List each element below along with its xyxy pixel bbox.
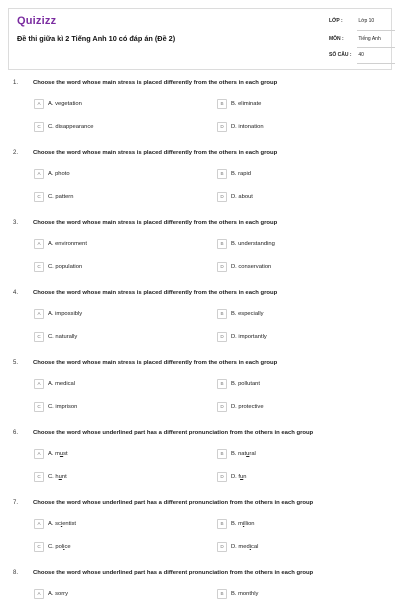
question-text: Choose the word whose underlined part has a different pronunciation from the others in each group [33,570,314,576]
option-letter-box: C [34,402,44,412]
answer-option-d[interactable] [217,121,264,132]
option-text: C. imprison [48,403,78,410]
option-letter-box: C [34,332,44,342]
option-text: A. vegetation [48,100,82,107]
option-text: C. hunt [48,473,67,480]
answer-option-c[interactable] [34,401,77,412]
answer-option-d[interactable] [217,261,271,272]
answer-option-a[interactable] [34,98,82,109]
option-text: A. scientist [48,520,77,527]
answer-option-d[interactable] [217,471,247,482]
option-letter-box: A [34,239,44,249]
meta-class [329,18,374,24]
option-letter-box: A [34,99,44,109]
underlined-letter: u [59,450,64,457]
option-letter-box: A [34,589,44,599]
answer-option-a[interactable] [34,378,75,389]
option-text: D. medical [231,543,259,550]
option-letter-box: C [34,192,44,202]
option-letter-box: D [217,472,227,482]
option-text: C. pattern [48,193,74,200]
question-text: Choose the word whose main stress is placed differently from the others in each group [33,220,278,226]
question-number: 6. [13,430,19,436]
option-letter-box: D [217,262,227,272]
underlined-letter: i [63,543,65,550]
option-letter-box: B [217,589,227,599]
option-letter-box: B [217,449,227,459]
answer-option-b[interactable] [217,448,256,459]
option-letter-box: B [217,379,227,389]
option-text: C. disappearance [48,123,94,130]
option-text: B. especially [231,310,264,317]
option-text: C. population [48,263,83,270]
option-text: D. fun [231,473,247,480]
option-letter-box: B [217,309,227,319]
meta-divider [357,47,395,48]
question-number: 5. [13,360,19,366]
option-letter-box: C [34,262,44,272]
option-letter-box: D [217,402,227,412]
meta-count-value: 40 [358,52,364,58]
option-letter-box: A [34,379,44,389]
option-text: C. naturally [48,333,78,340]
question-text: Choose the word whose main stress is placed differently from the others in each group [33,360,278,366]
option-letter-box: B [217,239,227,249]
answer-option-a[interactable] [34,588,68,599]
quizizz-logo: Quizizz [17,15,57,27]
document-header [8,8,392,70]
question-text: Choose the word whose underlined part has a different pronunciation from the others in each group [33,500,314,506]
answer-option-a[interactable] [34,238,87,249]
answer-option-a[interactable] [34,168,70,179]
option-text: D. conservation [231,263,272,270]
answer-option-a[interactable] [34,308,82,319]
answer-option-a[interactable] [34,448,68,459]
answer-option-d[interactable] [217,191,253,202]
question-number: 2. [13,150,19,156]
option-text: B. million [231,520,255,527]
question-number: 1. [13,80,19,86]
underlined-letter: i [249,543,251,550]
underlined-letter: i [242,520,245,527]
option-letter-box: A [34,309,44,319]
underlined-letter: u [246,450,250,457]
question-number: 4. [13,290,19,296]
option-text: A. sorry [48,590,68,597]
answer-option-b[interactable] [217,588,258,599]
meta-subject-key: MÔN : [329,36,344,42]
answer-option-b[interactable] [217,168,251,179]
answer-option-d[interactable] [217,331,267,342]
answer-option-c[interactable] [34,191,73,202]
option-letter-box: A [34,519,44,529]
answer-option-d[interactable] [217,401,264,412]
meta-class-key: LỚP : [329,18,343,24]
option-text: C. police [48,543,71,550]
option-text: B. eliminate [231,100,262,107]
answer-option-b[interactable] [217,308,264,319]
option-text: B. pollutant [231,380,261,387]
answer-option-b[interactable] [217,98,261,109]
question-text: Choose the word whose main stress is placed differently from the others in each group [33,290,278,296]
answer-option-d[interactable] [217,541,258,552]
answer-option-a[interactable] [34,518,76,529]
answer-option-c[interactable] [34,261,82,272]
option-text: A. environment [48,240,87,247]
option-letter-box: C [34,472,44,482]
option-letter-box: D [217,542,227,552]
question-text: Choose the word whose main stress is placed differently from the others in each group [33,150,278,156]
option-letter-box: A [34,169,44,179]
meta-divider [357,63,395,64]
answer-option-b[interactable] [217,238,275,249]
document-title: Đề thi giữa kì 2 Tiếng Anh 10 có đáp án (Đề 2) [17,34,176,43]
meta-subject-value: Tiếng Anh [358,36,381,42]
underlined-letter: i [60,520,63,527]
option-letter-box: B [217,169,227,179]
option-letter-box: D [217,192,227,202]
meta-divider [357,30,395,31]
answer-option-c[interactable] [34,331,77,342]
question-number: 8. [13,570,19,576]
question-number: 7. [13,500,19,506]
option-text: D. intonation [231,123,264,130]
question-text: Choose the word whose underlined part has a different pronunciation from the others in each group [33,430,314,436]
option-letter-box: B [217,99,227,109]
meta-count-key: SỐ CÂU : [329,52,352,58]
answer-option-c[interactable] [34,541,71,552]
answer-option-b[interactable] [217,518,255,529]
option-letter-box: D [217,332,227,342]
option-text: B. natural [231,450,256,457]
option-text: A. must [48,450,68,457]
option-letter-box: A [34,449,44,459]
option-text: B. monthly [231,590,259,597]
meta-question-count [329,52,364,58]
option-letter-box: C [34,542,44,552]
option-text: D. protective [231,403,264,410]
answer-option-c[interactable] [34,471,67,482]
answer-option-b[interactable] [217,378,260,389]
question-text: Choose the word whose main stress is placed differently from the others in each group [33,80,278,86]
underlined-letter: u [58,473,62,480]
meta-class-value: Lớp 10 [358,18,375,24]
underlined-letter: u [240,473,244,480]
option-text: D. about [231,193,253,200]
option-text: D. importantly [231,333,267,340]
option-letter-box: B [217,519,227,529]
option-letter-box: C [34,122,44,132]
option-letter-box: D [217,122,227,132]
meta-subject [329,36,381,42]
option-text: A. photo [48,170,70,177]
option-text: A. medical [48,380,76,387]
option-text: B. understanding [231,240,275,247]
option-text: B. rapid [231,170,251,177]
option-text: A. impossibly [48,310,83,317]
answer-option-c[interactable] [34,121,93,132]
question-number: 3. [13,220,19,226]
